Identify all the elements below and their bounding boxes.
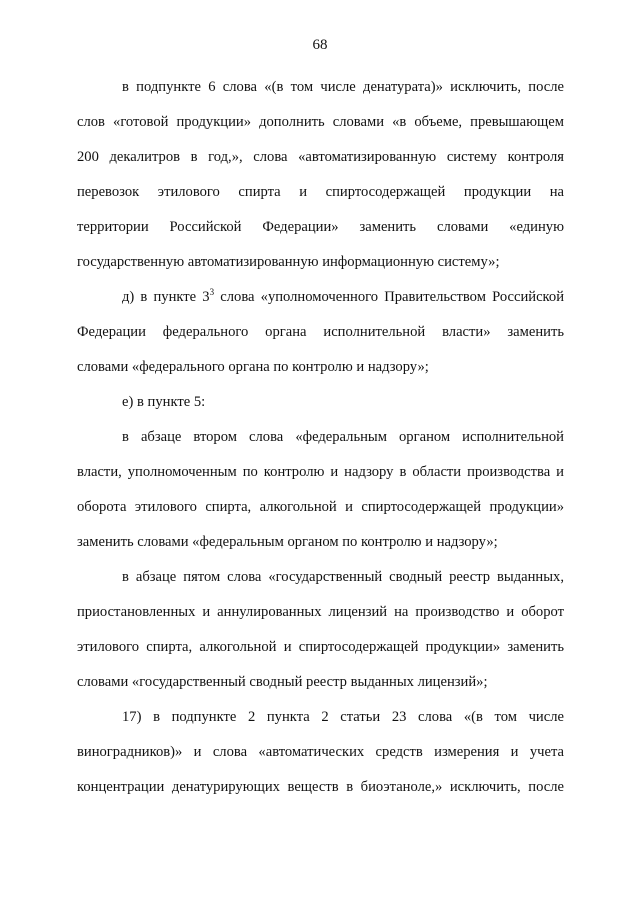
paragraph: [77, 420, 564, 560]
text-fragment: д) в пункте 3: [122, 289, 210, 305]
text-line: Федерации федерального органа исполнительной власти» заменить: [77, 324, 564, 340]
text-line: словами «федерального органа по контролю и надзору»;: [77, 359, 429, 375]
text-line: государственную автоматизированную информационную систему»;: [77, 254, 500, 270]
document-body: [77, 70, 564, 805]
text-line: 17) в подпункте 2 пункта 2 статьи 23 слова «(в том числе: [122, 709, 564, 725]
text-line: в абзаце пятом слова «государственный сводный реестр выданных,: [122, 569, 564, 585]
text-line: оборота этилового спирта, алкогольной и спиртосодержащей продукции»: [77, 499, 564, 515]
text-line: перевозок этилового спирта и спиртосодержащей продукции на: [77, 184, 564, 200]
paragraph: [77, 560, 564, 700]
text-line: в подпункте 6 слова «(в том числе денатурата)» исключить, после: [122, 79, 564, 95]
text-line: 200 декалитров в год,», слова «автоматизированную систему контроля: [77, 149, 564, 165]
text-line: территории Российской Федерации» заменить словами «единую: [77, 219, 564, 235]
text-line: слов «готовой продукции» дополнить словами «в объеме, превышающем: [77, 114, 564, 130]
paragraph: [77, 70, 564, 280]
text-line: е) в пункте 5:: [122, 394, 206, 410]
text-line: приостановленных и аннулированных лицензий на производство и оборот: [77, 604, 564, 620]
paragraph: [77, 280, 564, 385]
text-fragment: слова «уполномоченного Правительством Российской: [214, 289, 564, 305]
paragraph: [77, 700, 564, 805]
text-line: в абзаце втором слова «федеральным органом исполнительной: [122, 429, 564, 445]
paragraph: [77, 385, 564, 420]
text-line: власти, уполномоченным по контролю и надзору в области производства и: [77, 464, 564, 480]
page-number: 68: [312, 37, 328, 53]
text-line: этилового спирта, алкогольной и спиртосодержащей продукции» заменить: [77, 639, 564, 655]
text-line: заменить словами «федеральным органом по контролю и надзору»;: [77, 534, 498, 550]
text-line: концентрации денатурирующих веществ в биоэтаноле,» исключить, после: [77, 779, 564, 795]
text-line: виноградников)» и слова «автоматических средств измерения и учета: [77, 744, 564, 760]
text-line: [77, 280, 564, 315]
text-line: словами «государственный сводный реестр выданных лицензий»;: [77, 674, 488, 690]
superscript: 3: [209, 287, 215, 297]
